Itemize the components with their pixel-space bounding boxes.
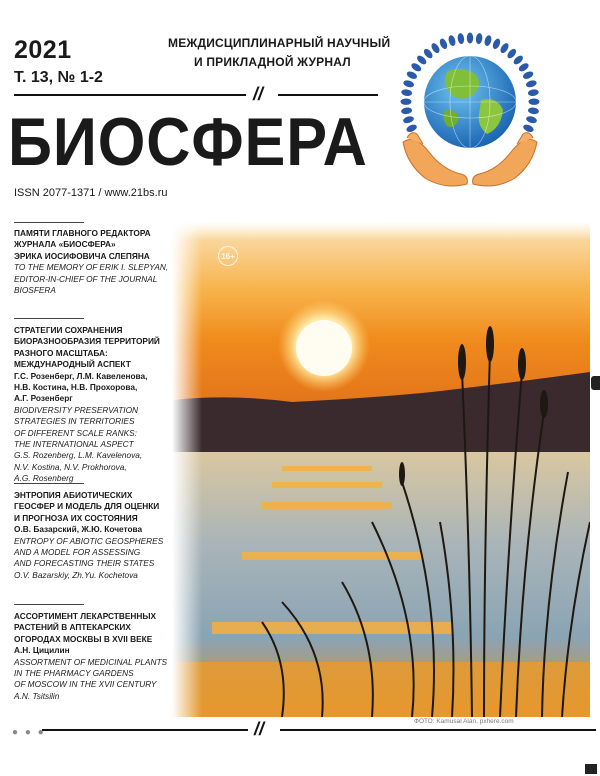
toc-title-line: ЭНТРОПИЯ АБИОТИЧЕСКИХ xyxy=(14,490,133,500)
toc-en-title xyxy=(14,657,174,691)
toc-title xyxy=(14,611,174,645)
leaf-icon xyxy=(522,70,535,80)
toc-title-line: МЕЖДУНАРОДНЫЙ АСПЕКТ xyxy=(14,359,131,370)
toc-authors-line: Н.В. Костина, Н.В. Прохорова, xyxy=(14,382,138,393)
toc-en-title-line: BIOSFERA xyxy=(14,285,56,296)
toc-divider xyxy=(14,318,84,319)
toc-en-authors xyxy=(14,691,174,702)
header-divider-right xyxy=(278,94,378,96)
toc-divider xyxy=(14,222,84,223)
leaf-icon xyxy=(527,89,539,97)
toc-en-authors xyxy=(14,450,174,484)
toc-en-title xyxy=(14,405,174,451)
leaf-icon xyxy=(406,70,419,80)
leaf-icon xyxy=(401,107,413,115)
toc-en-title-line: TO THE MEMORY OF ERIK I. SLEPYAN, xyxy=(14,262,169,273)
toc-title-line: ГЕОСФЕР И МОДЕЛЬ ДЛЯ ОЦЕНКИ xyxy=(14,501,160,512)
leaf-icon xyxy=(529,99,540,105)
page-edge-tab xyxy=(591,376,600,390)
toc-en-title-line: THE INTERNATIONAL ASPECT xyxy=(14,439,134,450)
leaf-icon xyxy=(410,62,423,73)
leaf-icon xyxy=(522,123,535,133)
leaf-icon xyxy=(430,42,441,55)
journal-subtitle-line1: МЕЖДИСЦИПЛИНАРНЫЙ НАУЧНЫЙ xyxy=(168,36,391,50)
toc-divider xyxy=(14,483,84,484)
toc-authors-line: Г.С. Розенберг, Л.М. Кавеленова, xyxy=(14,370,148,381)
toc-item xyxy=(14,611,174,702)
volume-issue: Т. 13, № 1-2 xyxy=(14,69,103,86)
toc-title-line: РАСТЕНИЙ В АПТЕКАРСКИХ xyxy=(14,622,131,633)
toc-en-title-line: IN THE PHARMACY GARDENS xyxy=(14,668,134,679)
toc-en-title-line: OF MOSCOW IN THE XVII CENTURY xyxy=(14,679,157,690)
year: 2021 xyxy=(14,36,72,64)
leaf-icon xyxy=(467,33,473,44)
leaf-icon xyxy=(475,33,483,45)
age-rating-badge: 16+ xyxy=(218,246,238,266)
toc-en-authors-line: G.S. Rozenberg, L.M. Kavelenova, xyxy=(14,450,143,461)
leaf-icon xyxy=(405,123,418,133)
toc-en-authors-line: O.V. Bazarskiy, Zh.Yu. Kochetova xyxy=(14,569,138,580)
toc-authors xyxy=(14,645,174,656)
toc-authors-line: А.Н. Цицилин xyxy=(14,645,70,656)
toc-title xyxy=(14,490,174,524)
toc-authors xyxy=(14,524,174,535)
journal-subtitle-line2: И ПРИКЛАДНОЙ ЖУРНАЛ xyxy=(194,55,351,69)
toc-en-title-line: ASSORTMENT OF MEDICINAL PLANTS xyxy=(14,656,168,667)
leaf-icon xyxy=(499,42,510,55)
toc-title-line: СТРАТЕГИИ СОХРАНЕНИЯ xyxy=(14,325,123,335)
toc-title-line: ЭРИКА ИОСИФОВИЧА СЛЕПЯНА xyxy=(14,250,150,261)
toc-title-line: И ПРОГНОЗА ИХ СОСТОЯНИЯ xyxy=(14,512,138,523)
leaf-icon xyxy=(525,115,537,124)
leaf-icon xyxy=(491,37,501,50)
page-corner-mark xyxy=(585,764,597,774)
leaf-icon xyxy=(483,34,492,46)
toc-item xyxy=(14,228,174,296)
toc-en-authors xyxy=(14,570,174,581)
leaf-icon xyxy=(438,37,448,50)
leaf-icon xyxy=(517,62,530,73)
toc-en-title-line: AND FORECASTING THEIR STATES xyxy=(14,558,155,569)
footer-divider-mark: // xyxy=(254,719,265,739)
footer-dots: ● ● ● xyxy=(12,727,46,738)
footer-divider-right xyxy=(280,729,596,731)
journal-title: БИОСФЕРА xyxy=(8,104,368,180)
toc-title xyxy=(14,228,174,262)
toc-authors-line: О.В. Базарский, Ж.Ю. Кочетова xyxy=(14,524,143,535)
toc-item xyxy=(14,325,174,485)
issn-website: ISSN 2077-1371 / www.21bs.ru xyxy=(14,187,168,199)
leaf-icon xyxy=(401,99,412,105)
globe-hands-icon xyxy=(385,14,555,204)
footer-divider-left xyxy=(42,729,248,731)
toc-title-line: РАЗНОГО МАСШТАБА: xyxy=(14,347,108,358)
leaf-icon xyxy=(401,89,413,97)
toc-authors-line: А.Г. Розенберг xyxy=(14,393,73,404)
cover-photo xyxy=(172,222,590,717)
toc-en-title-line: ENTROPY OF ABIOTIC GEOSPHERES xyxy=(14,535,164,546)
toc-title-line: БИОРАЗНООБРАЗИЯ ТЕРРИТОРИЙ xyxy=(14,336,160,347)
leaf-icon xyxy=(403,79,415,88)
leaf-icon xyxy=(402,115,414,124)
toc-authors xyxy=(14,371,174,405)
photo-credit: ФОТО: Kamusal Alan, pxhere.com xyxy=(414,718,514,725)
toc-en-authors-line: A.G. Rosenberg xyxy=(14,473,74,484)
header-divider-left xyxy=(14,94,246,96)
toc-title-line: ОГОРОДАХ МОСКВЫ В XVII ВЕКЕ xyxy=(14,633,153,644)
header-divider-mark: // xyxy=(253,84,264,104)
leaf-icon xyxy=(525,79,537,88)
toc-en-title xyxy=(14,262,174,296)
toc-title-line: ЖУРНАЛА «БИОСФЕРА» xyxy=(14,239,116,250)
toc-en-authors-line: A.N. Tsitsilin xyxy=(14,690,60,701)
toc-title-line: ПАМЯТИ ГЛАВНОГО РЕДАКТОРА xyxy=(14,228,151,238)
toc-en-title xyxy=(14,536,174,570)
toc-en-title-line: OF DIFFERENT SCALE RANKS: xyxy=(14,427,137,438)
toc-divider xyxy=(14,604,84,605)
toc-en-title-line: AND A MODEL FOR ASSESSING xyxy=(14,547,141,558)
toc-en-authors-line: N.V. Kostina, N.V. Prokhorova, xyxy=(14,461,127,472)
toc-title xyxy=(14,325,174,371)
toc-en-title-line: BIODIVERSITY PRESERVATION xyxy=(14,404,139,415)
toc-title-line: АССОРТИМЕНТ ЛЕКАРСТВЕННЫХ xyxy=(14,611,157,621)
leaf-icon xyxy=(447,34,456,46)
toc-en-title-line: EDITOR-IN-CHIEF OF THE JOURNAL xyxy=(14,273,158,284)
toc-en-title-line: STRATEGIES IN TERRITORIES xyxy=(14,416,135,427)
leaf-icon xyxy=(528,107,540,115)
toc-item xyxy=(14,490,174,581)
leaf-icon xyxy=(457,33,465,45)
